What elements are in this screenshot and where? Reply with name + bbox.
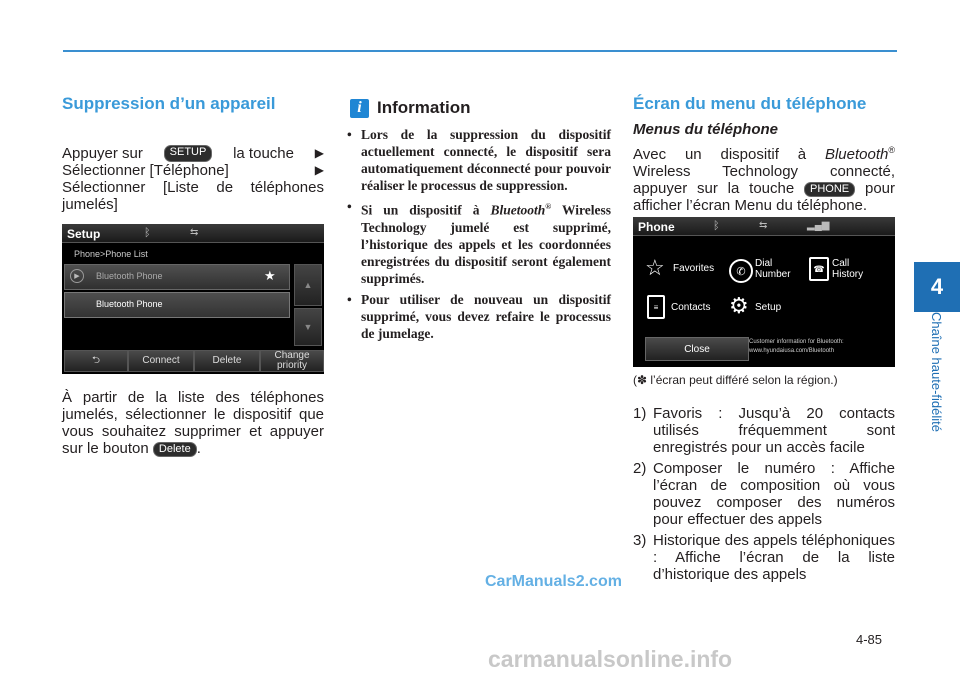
- information-title: Information: [377, 98, 471, 117]
- p1-after: la touche: [233, 145, 294, 162]
- left-paragraph-1: [62, 145, 324, 213]
- usb-icon: ⇆: [759, 220, 768, 231]
- rp-bluetooth: Bluetooth: [824, 146, 889, 163]
- customer-info: [749, 338, 844, 356]
- p1-before: Appuyer sur: [62, 145, 143, 162]
- right-paragraph: [633, 142, 895, 214]
- list-item: [633, 405, 895, 456]
- list-item: [633, 460, 895, 528]
- p2-end: .: [196, 440, 201, 457]
- information-list: [345, 126, 611, 346]
- arrow-right-icon: ▶: [314, 163, 324, 177]
- setup-screen-title: Setup: [67, 227, 101, 241]
- item-number: 3): [633, 532, 647, 549]
- info-bullet-1: • Lors de la suppression du dispositif actuellement connecté, le dispositif sera automatiquement déconnecté pour pouvoir réaliser le processus de suppression.: [345, 126, 611, 194]
- dial-number-label: [755, 258, 791, 280]
- phone-close-button: Close: [645, 337, 749, 361]
- chapter-title: Chaîne haute-fidélité: [929, 312, 944, 432]
- item-text: Composer le numéro : Affiche l’écran de composition où vous pouvez composer des numéros pour effectuer des appels: [653, 460, 895, 528]
- setup-connect-button: Connect: [128, 350, 194, 372]
- gear-icon: ⚙: [729, 293, 749, 318]
- rp-end: pour afficher l’écran Menu du téléphone.: [633, 180, 896, 214]
- contacts-icon: ≡: [647, 295, 665, 319]
- number-label: Number: [755, 269, 791, 280]
- setup-list-item-2: Bluetooth Phone: [96, 299, 163, 309]
- setup-label: Setup: [755, 302, 782, 313]
- star-icon: ★: [264, 268, 276, 283]
- change-label: Change: [274, 350, 310, 361]
- priority-label: priority: [276, 360, 307, 371]
- phone-key-chip: PHONE: [804, 182, 855, 197]
- call-label: Call: [832, 258, 850, 269]
- phone-screen-image: [633, 217, 895, 367]
- p1-line2: Sélectionner [Téléphone]: [62, 162, 229, 179]
- item-text: Favoris : Jusqu’à 20 contacts utilisés fréquemment sont enregistrés pour un accès facile: [653, 405, 895, 456]
- watermark-carmanualsonline: carmanualsonline.info: [488, 646, 733, 672]
- watermark-carmanuals2: CarManuals2.com: [485, 573, 622, 590]
- dial-phone-icon: ✆: [729, 259, 753, 283]
- phone-screen-title: Phone: [638, 220, 675, 234]
- p2-text: À partir de la liste des téléphones jumelés, sélectionner le dispositif que vous souhaitez supprimer et appuyer sur le bouton: [62, 389, 324, 457]
- setup-change-priority-button: [260, 350, 324, 372]
- call-history-label: [832, 258, 863, 280]
- subtitle-phone-menus: Menus du téléphone: [633, 121, 779, 138]
- arrow-right-icon: ▶: [314, 146, 324, 160]
- section-title-phone-menu: Écran du menu du téléphone: [633, 94, 867, 113]
- list-item: [633, 532, 895, 583]
- registered-mark: ®: [888, 145, 895, 155]
- page-number: 4-85: [856, 632, 883, 647]
- signal-icon: ▂▄▆: [807, 220, 830, 231]
- customer-info-line2: www.hyundaiusa.com/Bluetooth: [749, 348, 835, 354]
- dial-label: Dial: [755, 258, 773, 269]
- setup-screen-image: [62, 224, 324, 374]
- screen-caption: (✽ l’écran peut différé selon la région.): [633, 373, 838, 387]
- information-header: [350, 98, 471, 118]
- setup-key-chip: SETUP: [164, 145, 213, 162]
- favorites-label: Favorites: [673, 263, 715, 274]
- setup-breadcrumb: Phone>Phone List: [74, 249, 148, 259]
- setup-delete-button: Delete: [194, 350, 260, 372]
- registered-mark: ®: [545, 202, 552, 211]
- info-icon: i: [350, 99, 369, 118]
- top-rule: [63, 50, 897, 52]
- back-icon: ⮌: [64, 350, 128, 372]
- bluetooth-icon: ᛒ: [144, 227, 151, 239]
- usb-icon: ⇆: [190, 227, 199, 238]
- left-paragraph-2: [62, 389, 324, 457]
- section-title-delete-device: Suppression d’un appareil: [62, 94, 276, 113]
- bluetooth-icon: ᛒ: [713, 220, 720, 232]
- call-history-icon: ☎: [809, 257, 829, 281]
- play-icon: ▶: [70, 269, 84, 283]
- phone-menu-list: [633, 405, 895, 587]
- info-b2-post: Wireless Technology jumelé est supprimé, l’historique des appels et les coordonnées enregistrées du dispositif seront également supprimés.: [361, 202, 612, 286]
- customer-info-line1: Customer information for Bluetooth:: [749, 339, 844, 345]
- rp-pre: Avec un dispositif à: [633, 146, 807, 163]
- contacts-label: Contacts: [671, 302, 711, 313]
- info-bullet-3: • Pour utiliser de nouveau un dispositif supprimé, vous devez refaire le processus de jumelage.: [345, 291, 611, 342]
- star-outline-icon: ☆: [645, 255, 665, 280]
- info-bullet-2: [345, 198, 611, 287]
- setup-list-item-1: Bluetooth Phone: [96, 271, 163, 281]
- info-b2-pre: Si un dispositif à: [361, 202, 480, 218]
- item-number: 1): [633, 405, 647, 422]
- info-b2-bluetooth: Bluetooth: [490, 202, 546, 218]
- p1-line3: Sélectionner [Liste de téléphones jumelés]: [62, 179, 324, 213]
- item-number: 2): [633, 460, 647, 477]
- chapter-number-tab: 4: [914, 262, 960, 312]
- history-label: History: [832, 269, 864, 280]
- item-text: Historique des appels téléphoniques : Affiche l’écran de la liste d’historique des appels: [653, 532, 895, 583]
- rp-mid: Wireless Technology connecté, appuyer sur la touche: [633, 163, 895, 197]
- delete-key-chip: Delete: [153, 442, 197, 457]
- scroll-down-icon: ▼: [294, 308, 322, 346]
- scroll-up-icon: ▲: [294, 264, 322, 306]
